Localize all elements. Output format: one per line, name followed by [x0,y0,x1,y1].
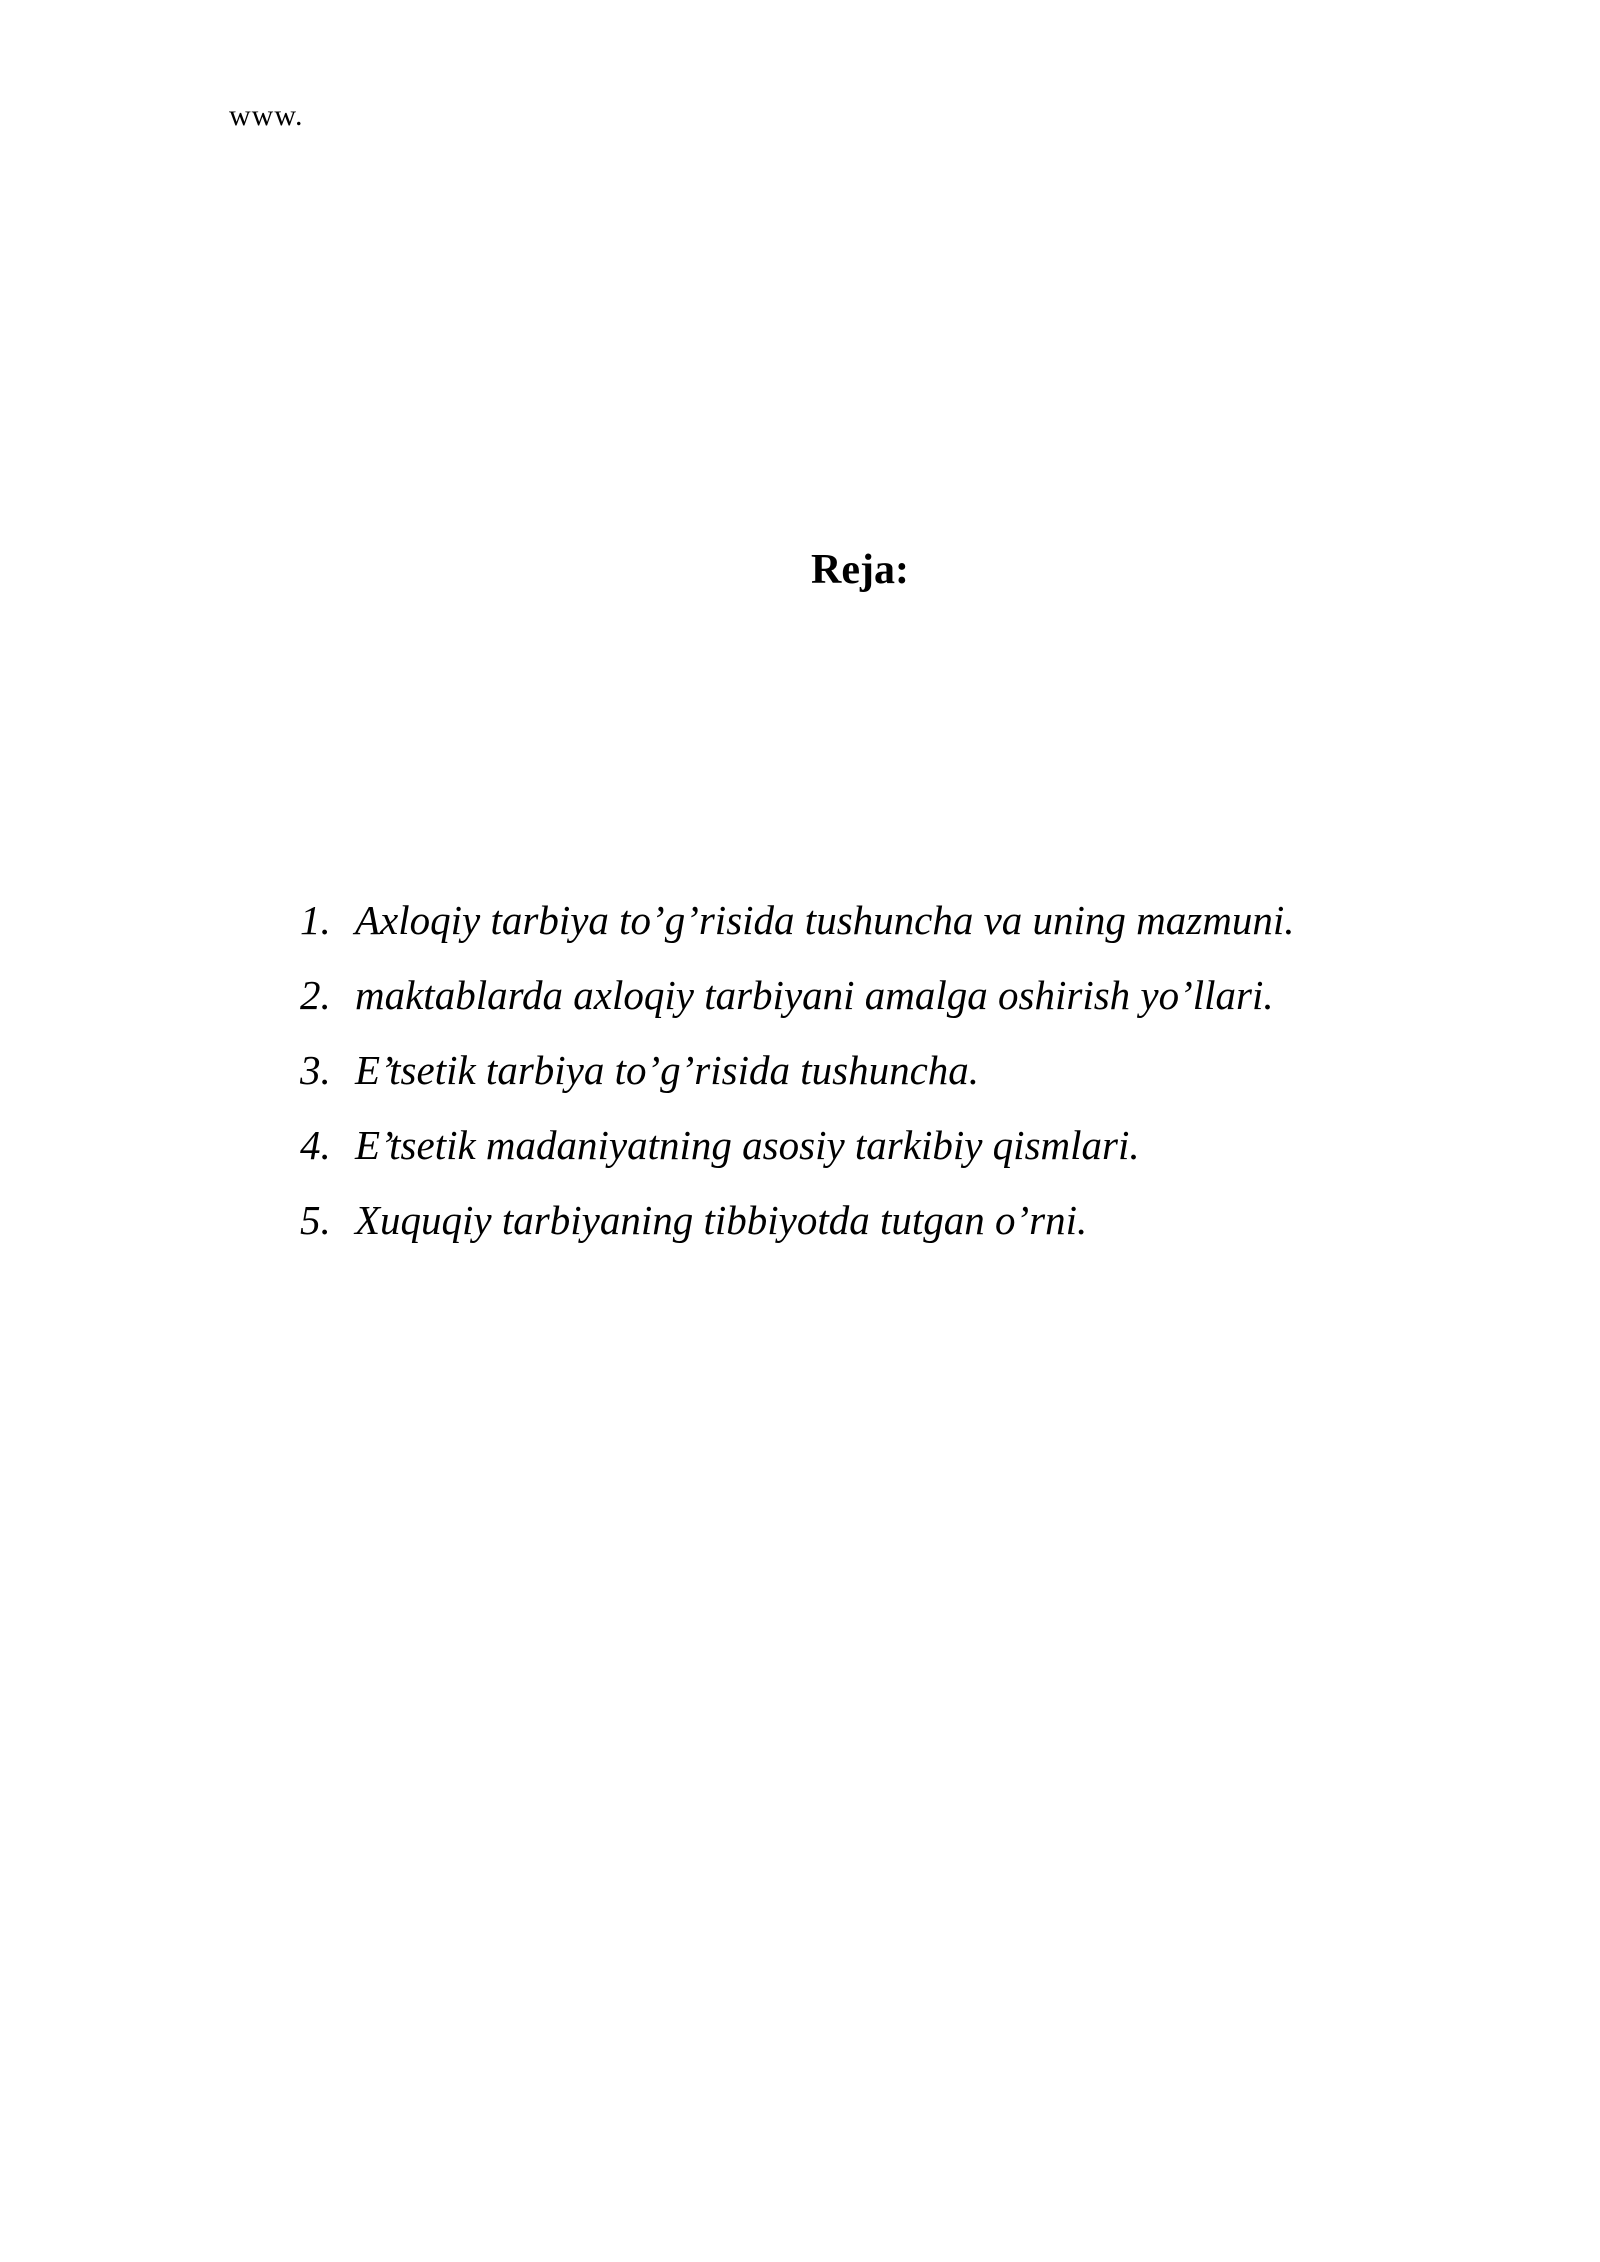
plan-item-number: 2. [300,972,331,1018]
plan-list [300,895,1295,1270]
plan-item-text: E’tsetik madaniyatning asosiy tarkibiy qismlari. [355,1122,1140,1168]
plan-item-text: Xuquqiy tarbiyaning tibbiyotda tutgan o’rni. [355,1197,1088,1243]
plan-item-number: 3. [300,1047,331,1093]
plan-item-text: Axloqiy tarbiya to’g’risida tushuncha va uning mazmuni. [355,897,1295,943]
header-url-text: www. [229,99,304,132]
page-title: Reja: [811,547,909,593]
plan-list-item [300,970,1295,1045]
plan-item-number: 5. [300,1197,331,1243]
plan-list-item [300,1120,1295,1195]
plan-item-number: 4. [300,1122,331,1168]
plan-item-text: E’tsetik tarbiya to’g’risida tushuncha. [355,1047,980,1093]
plan-list-item [300,1045,1295,1120]
plan-list-item [300,895,1295,970]
plan-list-item [300,1195,1295,1270]
plan-item-number: 1. [300,897,331,943]
plan-item-text: maktablarda axloqiy tarbiyani amalga oshirish yo’llari. [355,972,1274,1018]
